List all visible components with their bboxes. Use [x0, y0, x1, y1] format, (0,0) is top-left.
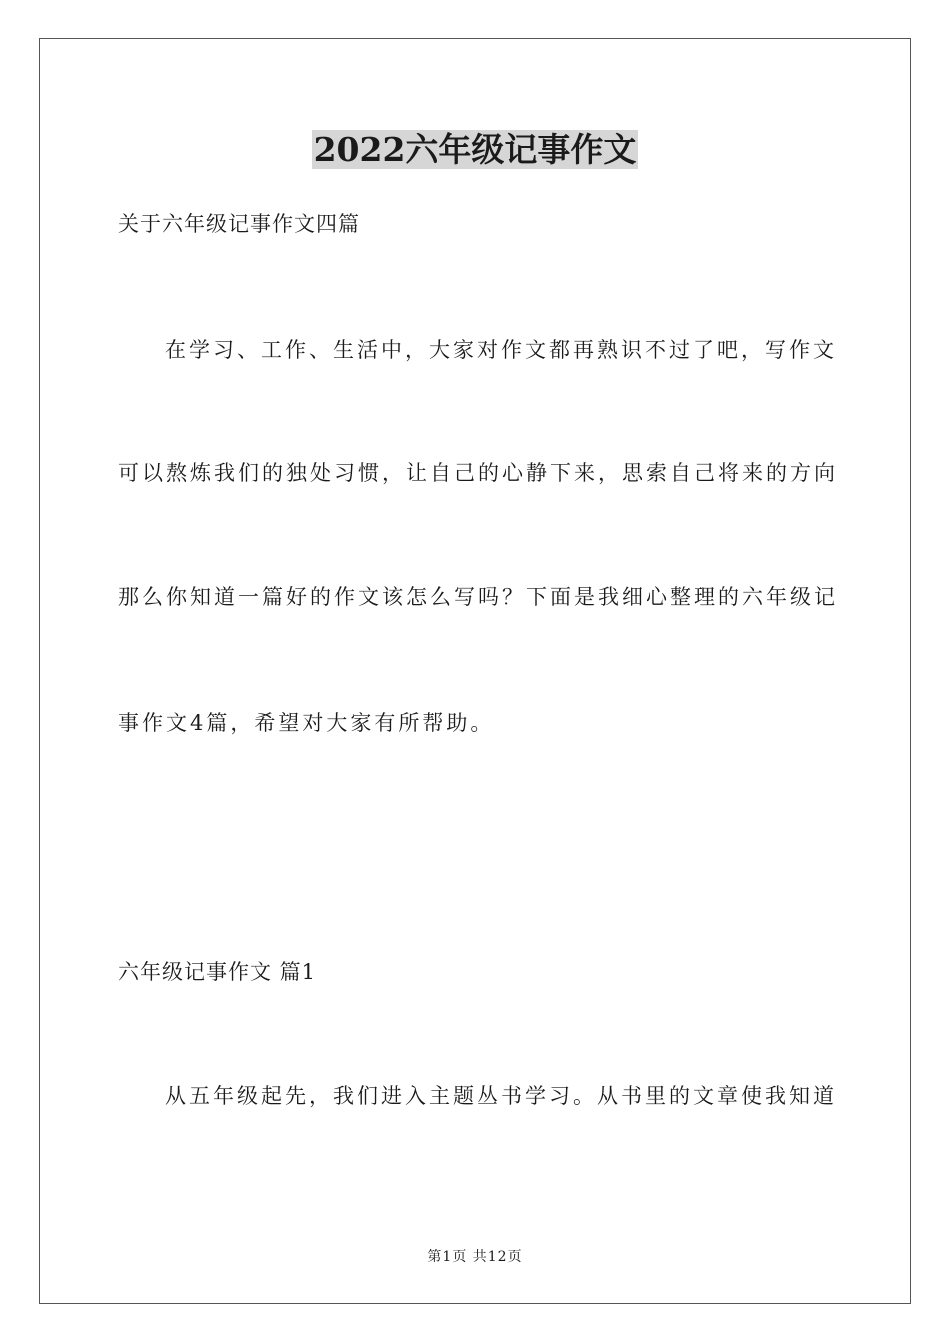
- paragraph-line: 可以熬炼我们的独处习惯，让自己的心静下来，思索自己将来的方向: [118, 461, 838, 485]
- paragraph-line: 那么你知道一篇好的作文该怎么写吗？下面是我细心整理的六年级记: [118, 585, 838, 609]
- document-title-text: 2022六年级记事作文: [313, 130, 637, 169]
- page-footer: 第1页 共12页: [427, 1249, 523, 1265]
- section-heading: 六年级记事作文 篇1: [118, 960, 317, 984]
- paragraph-line: 在学习、工作、生活中，大家对作文都再熟识不过了吧，写作文: [165, 338, 837, 362]
- paragraph-line: 事作文4篇，希望对大家有所帮助。: [118, 711, 495, 735]
- document-title: [0, 128, 950, 172]
- intro-line: 关于六年级记事作文四篇: [118, 212, 360, 236]
- paragraph-line: 从五年级起先，我们进入主题丛书学习。从书里的文章使我知道: [165, 1084, 837, 1108]
